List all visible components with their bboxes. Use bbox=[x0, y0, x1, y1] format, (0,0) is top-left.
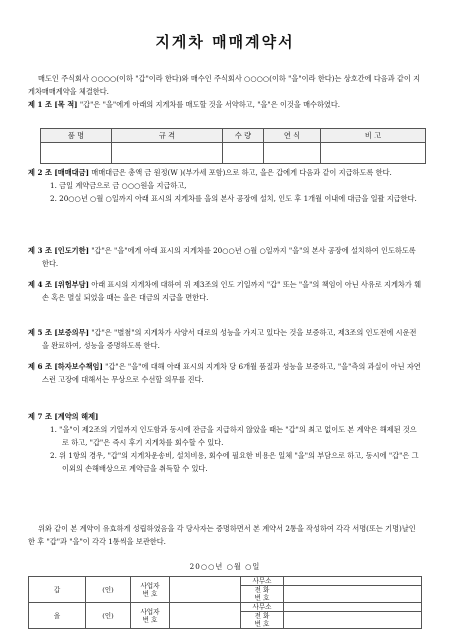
article-1-text: "갑"은 "을"에게 아래의 지게차를 매도할 것을 서약하고, "을"은 이것을 매수하였다. bbox=[77, 100, 341, 109]
goods-col-qty: 수 량 bbox=[223, 129, 264, 143]
party-a-row-1 bbox=[29, 577, 422, 586]
goods-cell[interactable] bbox=[41, 143, 112, 164]
party-b-phone-field[interactable] bbox=[284, 612, 422, 629]
party-b-label: 을 bbox=[29, 603, 86, 629]
goods-col-year: 연 식 bbox=[264, 129, 321, 143]
goods-col-note: 비 고 bbox=[321, 129, 426, 143]
party-a-label: 갑 bbox=[29, 577, 86, 603]
cancellation-term-1: 1. "을"이 제2조의 기일까지 인도함과 동시에 잔금을 지급하지 않았을 때는 "갑"의 최고 없이도 본 계약은 해제된 것으로 하고, "갑"은 즉시 후기 지게차를 회수할 수 있다. bbox=[50, 425, 417, 447]
article-1 bbox=[28, 98, 422, 111]
article-5 bbox=[28, 326, 422, 352]
article-6-head: 제 6 조 [하자보수책임] bbox=[28, 362, 103, 371]
article-2-text: 매매대금은 총액 금 원정(W )(부가세 포함)으로 하고, 을은 갑에게 다음과 같이 지급하도록 한다. bbox=[88, 168, 392, 177]
goods-col-name: 품 명 bbox=[41, 129, 112, 143]
intro-paragraph: 매도인 주식회사 ○○○○(이하 "갑"이라 한다)와 매수인 주식회사 ○○○○(이하 "을"이라 한다)는 상호간에 다음과 같이 지게차매매계약을 체결한다. bbox=[28, 74, 421, 96]
party-b-office-label: 사무소 bbox=[241, 603, 284, 612]
payment-term-1: 1. 금일 계약금으로 금 ○○○원을 지급하고, bbox=[50, 181, 187, 190]
article-2 bbox=[28, 166, 422, 205]
signature-table bbox=[28, 576, 422, 629]
article-4-text: 아래 표시의 지게차에 대하여 위 제3조의 인도 기일까지 "갑" 또는 "을"의 책임이 아닌 사유로 지게차가 훼손 혹은 멸실 되었을 때는 을은 대금의 지급을 면한다. bbox=[42, 280, 422, 302]
party-a-seal[interactable]: (인) bbox=[86, 577, 131, 603]
party-a-phone-field[interactable] bbox=[284, 586, 422, 603]
party-b-biz-no-field[interactable] bbox=[170, 603, 241, 629]
article-5-text: "갑"은 "별첨"의 지게차가 사양서 대로의 성능을 가지고 있다는 것을 보증하고, 제3조의 인도전에 시운전을 완료하여, 성능을 증명하도록 한다. bbox=[42, 328, 417, 350]
document-title: 지게차 매매계약서 bbox=[155, 33, 295, 51]
article-7 bbox=[28, 410, 422, 475]
payment-term-2: 2. 20○○년 ○월 ○일까지 아래 표시의 지게차를 을의 본사 공장에 설치, 인도 후 1개월 이내에 대금을 일괄 지급한다. bbox=[50, 194, 417, 203]
goods-cell[interactable] bbox=[321, 143, 426, 164]
article-6-text: "갑"은 "을"에 대해 아래 표시의 지게차 당 6개월 품질과 성능을 보증하고, "을"측의 과실이 아닌 자연스런 고장에 대해서는 무상으로 수선할 의무를 진다. bbox=[42, 362, 421, 384]
contract-date: 20○○년 ○월 ○일 bbox=[189, 562, 261, 571]
article-3 bbox=[28, 244, 422, 270]
goods-table bbox=[40, 128, 426, 164]
article-2-head: 제 2 조 [매매대금] bbox=[28, 168, 89, 177]
goods-cell[interactable] bbox=[223, 143, 264, 164]
article-5-head: 제 5 조 [보증의무] bbox=[28, 328, 89, 337]
party-b-row-1 bbox=[29, 603, 422, 612]
goods-col-spec: 규 격 bbox=[112, 129, 223, 143]
article-1-head: 제 1 조 [목 적] bbox=[28, 100, 78, 109]
article-3-text: "갑"은 "을"에게 아래 표시의 지게차를 20○○년 ○월 ○일까지 "을"의 본사 공장에 설치하여 인도하도록 한다. bbox=[42, 246, 416, 268]
party-b-phone-label: 전 화 번 호 bbox=[241, 612, 284, 629]
goods-table-header-row bbox=[41, 129, 426, 143]
party-b-seal[interactable]: (인) bbox=[86, 603, 131, 629]
goods-cell[interactable] bbox=[264, 143, 321, 164]
cancellation-term-2: 2. 위 1항의 경우, "갑"의 지게차운송비, 설치비용, 회수에 필요한 비용은 일체 "을"의 부담으로 하고, 동시에 "갑"은 그 이외의 손해배상으로 계약금을 취득할 수 있다. bbox=[50, 451, 419, 473]
party-a-phone-label: 전 화 번 호 bbox=[241, 586, 284, 603]
party-a-office-label: 사무소 bbox=[241, 577, 284, 586]
goods-table-row bbox=[41, 143, 426, 164]
article-4 bbox=[28, 278, 422, 304]
article-3-head: 제 3 조 [인도기한] bbox=[28, 246, 89, 255]
closing-paragraph: 위와 같이 본 계약이 유효하게 성립하였음을 각 당사자는 증명하면서 본 계약서 2통을 작성하여 각각 서명(또는 기명)날인한 후 "갑"과 "을"이 각각 1통씩을 보관한다. bbox=[28, 524, 416, 546]
party-b-office-field[interactable] bbox=[284, 603, 422, 612]
party-a-biz-no-field[interactable] bbox=[170, 577, 241, 603]
party-b-biz-no-label: 사업자 번 호 bbox=[131, 603, 170, 629]
party-a-biz-no-label: 사업자 번 호 bbox=[131, 577, 170, 603]
goods-cell[interactable] bbox=[112, 143, 223, 164]
article-7-head: 제 7 조 [계약의 해제] bbox=[28, 412, 99, 421]
party-a-office-field[interactable] bbox=[284, 577, 422, 586]
article-6 bbox=[28, 360, 422, 386]
article-4-head: 제 4 조 [위험부담] bbox=[28, 280, 89, 289]
